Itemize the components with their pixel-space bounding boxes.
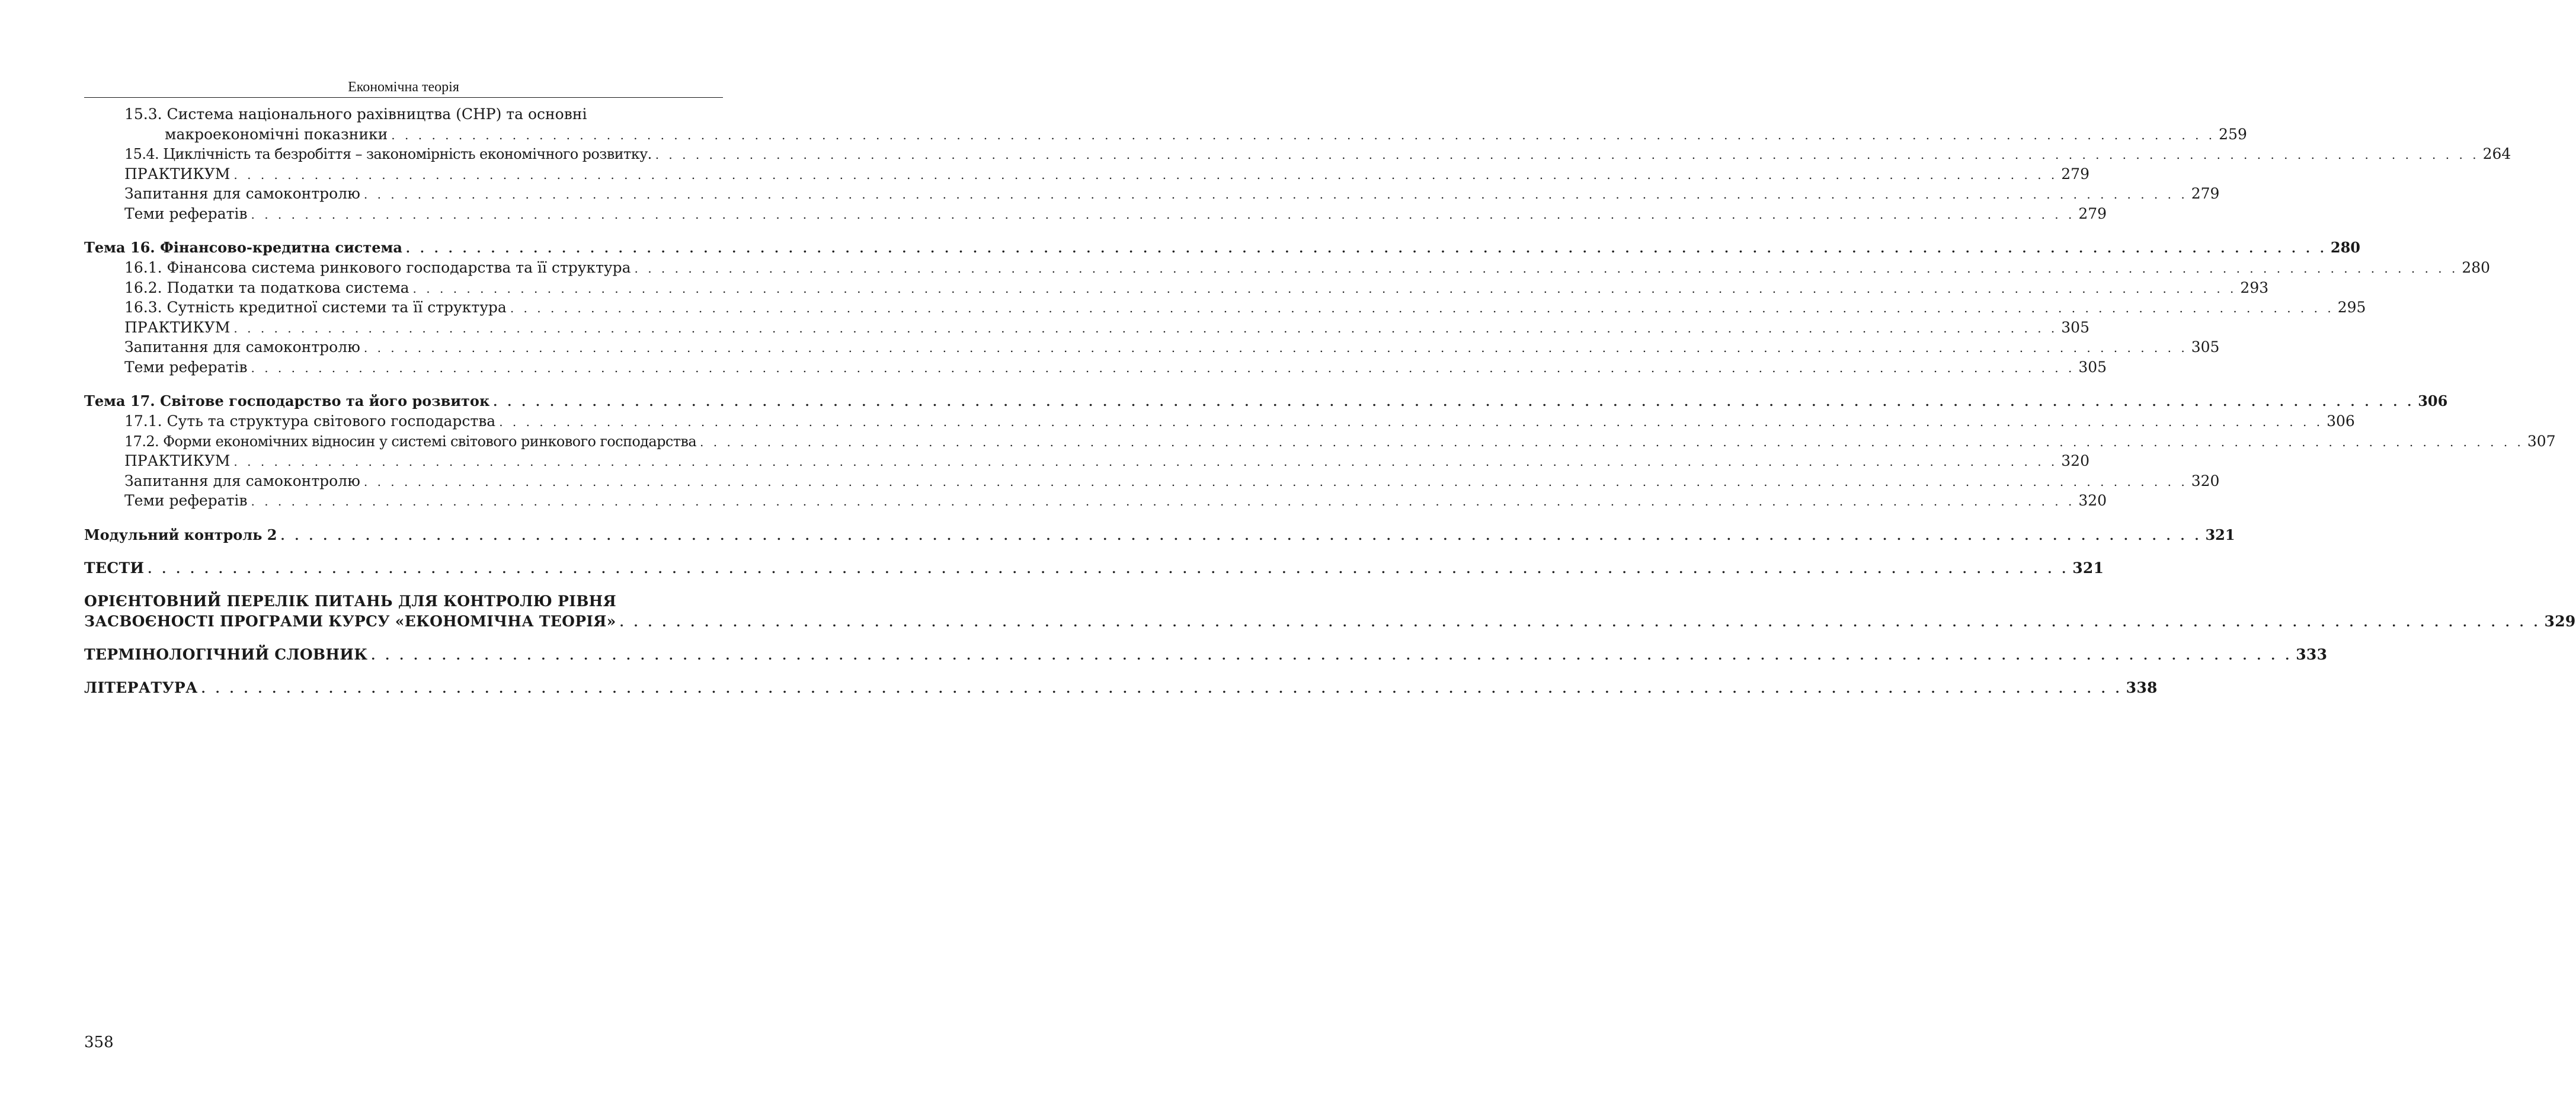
table-of-contents	[84, 104, 2576, 698]
dot-leader	[201, 679, 2123, 699]
toc-entry-page: 307	[2527, 432, 2556, 450]
toc-entry-title: Теми рефератів	[124, 204, 248, 222]
toc-entry-page: 329	[2544, 612, 2576, 630]
toc-chapter[interactable]	[84, 391, 2448, 411]
toc-chapter[interactable]	[84, 525, 2235, 545]
toc-entry-page: 264	[2482, 145, 2511, 162]
toc-entry-title: 16.1. Фінансова система ринкового господарства та її структура	[124, 259, 631, 276]
toc-entry-page: 320	[2078, 492, 2107, 509]
dot-leader	[251, 359, 2075, 379]
dot-leader	[364, 472, 2188, 492]
running-head: Економічна теорія	[348, 79, 459, 95]
toc-entry-title: Модульний контроль 2	[84, 526, 277, 543]
toc-entry-page: 306	[2327, 412, 2355, 430]
toc-entry-page: 259	[2219, 125, 2247, 143]
dot-leader	[655, 145, 2479, 165]
toc-entry-page: 280	[2330, 239, 2360, 256]
toc-entry-title: ОРІЄНТОВНИЙ ПЕРЕЛІК ПИТАНЬ ДЛЯ КОНТРОЛЮ РІВНЯ	[84, 592, 616, 610]
toc-entry-page: 320	[2061, 452, 2089, 469]
dot-leader	[391, 126, 2215, 146]
toc-entry-page: 305	[2078, 358, 2107, 376]
toc-chapter[interactable]	[84, 678, 2158, 698]
toc-entry-title: ПРАКТИКУМ	[124, 318, 231, 336]
dot-leader	[251, 205, 2075, 225]
dot-leader	[364, 185, 2188, 205]
dot-leader	[700, 433, 2524, 453]
toc-entry-title: Тема 16. Фінансово-кредитна система	[84, 239, 402, 256]
toc-entry-page: 279	[2061, 165, 2089, 183]
dot-leader	[620, 612, 2541, 632]
toc-entry-title: Запитання для самоконтролю	[124, 185, 360, 202]
dot-leader	[281, 526, 2202, 546]
toc-entry-page: 338	[2126, 679, 2158, 696]
toc-entry-title: макроекономічні показники	[165, 125, 388, 143]
toc-entry-page: 279	[2191, 185, 2220, 202]
toc-entry-page: 321	[2072, 559, 2104, 577]
toc-entry-title: Теми рефератів	[124, 492, 248, 509]
toc-entry[interactable]	[84, 104, 723, 124]
toc-entry-page: 279	[2078, 204, 2107, 222]
toc-entry[interactable]	[84, 337, 2220, 357]
toc-entry-title: 16.3. Сутність кредитної системи та її структура	[124, 299, 507, 316]
toc-entry-title: Тема 17. Світове господарство та його розвиток	[84, 392, 490, 409]
dot-leader	[148, 559, 2069, 579]
dot-leader	[251, 492, 2075, 512]
page-number: 358	[84, 1033, 114, 1051]
toc-entry[interactable]	[84, 144, 2511, 164]
toc-entry-title: 17.1. Суть та структура світового господарства	[124, 412, 496, 430]
toc-entry[interactable]	[84, 258, 2491, 278]
toc-entry[interactable]	[84, 471, 2220, 491]
toc-entry-title: ПРАКТИКУМ	[124, 165, 231, 183]
toc-entry-title: ЛІТЕРАТУРА	[84, 679, 198, 696]
toc-entry[interactable]	[84, 431, 2556, 452]
toc-entry-page: 321	[2205, 526, 2235, 543]
toc-chapter[interactable]	[84, 591, 723, 612]
toc-entry[interactable]	[84, 318, 2089, 338]
toc-entry-page: 306	[2418, 392, 2448, 409]
dot-leader	[499, 412, 2323, 433]
toc-entry-title: Теми рефератів	[124, 358, 248, 376]
toc-entry-title: 15.4. Циклічність та безробіття – закономірність економічного розвитку.	[124, 146, 652, 162]
toc-entry[interactable]	[84, 164, 2089, 184]
dot-leader	[510, 299, 2334, 319]
toc-entry[interactable]	[84, 124, 2247, 145]
toc-entry[interactable]	[84, 297, 2366, 318]
header-rule	[84, 97, 723, 98]
toc-entry-page: 295	[2337, 299, 2366, 316]
dot-leader	[364, 338, 2188, 359]
toc-entry-title: 15.3. Система національного рахівництва (СНР) та основні	[124, 105, 587, 123]
dot-leader	[493, 392, 2414, 412]
toc-entry[interactable]	[84, 278, 2269, 298]
toc-chapter[interactable]	[84, 645, 2328, 665]
dot-leader	[371, 645, 2292, 665]
toc-entry-title: ТЕРМІНОЛОГІЧНИЙ СЛОВНИК	[84, 645, 368, 663]
toc-entry-page: 280	[2462, 259, 2491, 276]
dot-leader	[233, 319, 2057, 339]
toc-entry[interactable]	[84, 451, 2089, 471]
toc-entry-page: 320	[2191, 472, 2220, 489]
toc-entry-page: 333	[2296, 645, 2328, 663]
dot-leader	[233, 165, 2057, 185]
toc-chapter[interactable]	[84, 558, 2104, 578]
toc-entry-title: 17.2. Форми економічних відносин у системі світового ринкового господарства	[124, 433, 697, 450]
dot-leader	[413, 279, 2237, 299]
toc-entry[interactable]	[84, 357, 2107, 377]
toc-entry-title: ТЕСТИ	[84, 559, 145, 577]
toc-entry[interactable]	[84, 491, 2107, 511]
toc-entry[interactable]	[84, 204, 2107, 224]
toc-chapter[interactable]	[84, 612, 2576, 632]
toc-chapter[interactable]	[84, 238, 2360, 258]
toc-entry-page: 305	[2191, 338, 2220, 356]
toc-entry-page: 305	[2061, 318, 2089, 336]
toc-entry-title: ПРАКТИКУМ	[124, 452, 231, 469]
dot-leader	[635, 259, 2459, 279]
toc-entry-title: ЗАСВОЄНОСТІ ПРОГРАМИ КУРСУ «ЕКОНОМІЧНА ТЕОРІЯ»	[84, 612, 616, 630]
toc-entry-title: Запитання для самоконтролю	[124, 472, 360, 489]
dot-leader	[406, 238, 2327, 258]
toc-entry[interactable]	[84, 411, 2355, 431]
toc-entry[interactable]	[84, 184, 2220, 204]
toc-entry-title: 16.2. Податки та податкова система	[124, 279, 409, 296]
toc-entry-title: Запитання для самоконтролю	[124, 338, 360, 356]
dot-leader	[233, 452, 2057, 472]
toc-entry-page: 293	[2240, 279, 2269, 296]
